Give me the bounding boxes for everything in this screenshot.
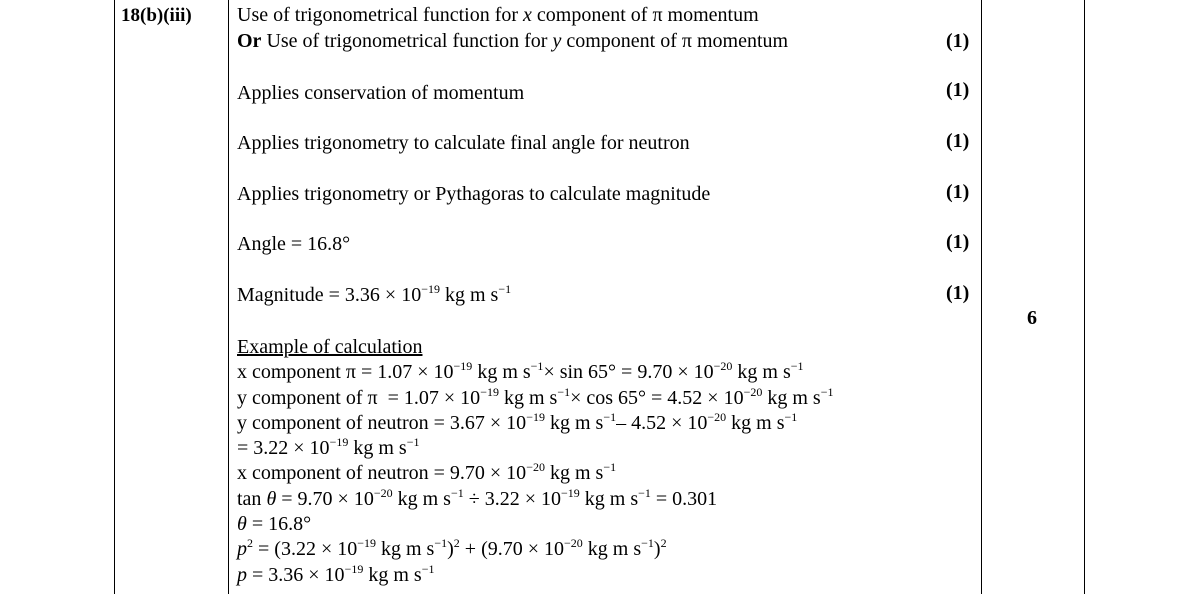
marking-point-1-line-2 bbox=[237, 28, 788, 54]
total-marks: 6 bbox=[1027, 307, 1037, 329]
table-border-left bbox=[114, 0, 115, 594]
mp1-line1-text: Use of trigonometrical function for x component of π momentum bbox=[237, 4, 759, 26]
marking-point-3: Applies trigonometry to calculate final angle for neutron bbox=[237, 132, 690, 154]
calc-line-8: $p^2 = (3.22 \times 10^{-19}$ kg m $s^{-1})^2 + (9.70 \times 10^{-20}$ kg m $s^{-1})^2$ bbox=[237, 536, 667, 561]
or-label: Or bbox=[237, 30, 262, 52]
mark-4: (1) bbox=[946, 181, 970, 203]
calc-line-7: θ = 16.8° bbox=[237, 513, 312, 536]
mark-2: (1) bbox=[946, 79, 970, 101]
marking-point-5: Angle = 16.8° bbox=[237, 233, 351, 255]
mark-5: (1) bbox=[946, 231, 970, 253]
calc-line-9: $p = 3.36 \times 10^{-19}$ kg m $s^{-1}$ bbox=[237, 561, 435, 586]
marking-point-1 bbox=[237, 2, 788, 54]
marking-point-1-line-1 bbox=[237, 2, 788, 28]
table-border-answer bbox=[228, 0, 229, 594]
mark-1: (1) bbox=[946, 30, 970, 52]
marking-point-6 bbox=[237, 282, 511, 308]
mark-6: (1) bbox=[946, 282, 970, 304]
marking-point-2: Applies conservation of momentum bbox=[237, 82, 525, 104]
example-calculation bbox=[237, 335, 834, 588]
marking-point-4: Applies trigonometry or Pythagoras to calculate magnitude bbox=[237, 183, 711, 205]
calc-line-2: y component of $\pi = 1.07 \times 10^{-19}$ kg m $s^{-1}\times \cos 65^\circ = 4.52 \times 10^{-20}$ kg m $s^{-1}$ bbox=[237, 384, 834, 409]
calc-line-5: x component of neutron = $9.70 \times 10^{-20}$ kg m $s^{-1}$ bbox=[237, 460, 617, 485]
calc-line-6: $\tan \theta = 9.70 \times 10^{-20}$ kg m $s^{-1} \div 3.22 \times 10^{-19}$ kg m $s^{-1} = 0.301$ bbox=[237, 485, 718, 510]
question-number: 18(b)(iii) bbox=[121, 5, 192, 26]
table-border-mark bbox=[981, 0, 982, 594]
magnitude-text: Magnitude = $3.36 \times 10^{-19}$ kg m $s^{-1}$ bbox=[237, 282, 512, 306]
table-border-right bbox=[1084, 0, 1085, 594]
mark-3: (1) bbox=[946, 130, 970, 152]
calc-line-4: = $3.22 \times 10^{-19}$ kg m $s^{-1}$ bbox=[237, 435, 420, 460]
calc-line-1: x component $\pi = 1.07 \times 10^{-19}$ kg m $s^{-1}\times \sin 65^\circ = 9.70 \times 10^{-20}$ kg m $s^{-1}$ bbox=[237, 359, 804, 384]
calc-line-3: y component of neutron = $3.67 \times 10^{-19}$ kg m $s^{-1}-$ $4.52 \times 10^{-20}$ kg m $s^{-1}$ bbox=[237, 409, 798, 434]
example-heading: Example of calculation bbox=[237, 336, 423, 358]
mp1-line2-text: Use of trigonometrical function for y component of π momentum bbox=[261, 30, 789, 52]
